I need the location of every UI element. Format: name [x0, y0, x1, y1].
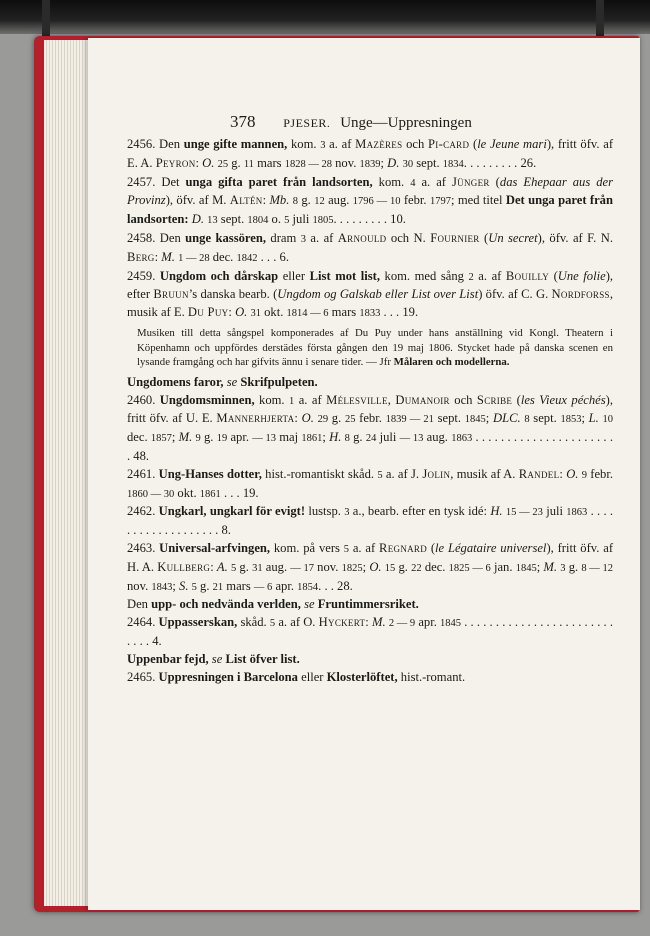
entry-italic: Mb. [269, 193, 290, 208]
entry-text: ( [489, 174, 500, 189]
entry-text: ; med titel [450, 193, 506, 208]
entry-person: Scribe [476, 392, 513, 407]
entry-figure: 8 — 12 [581, 562, 613, 574]
entry-figure: 1 [289, 395, 295, 407]
entry-figure: 1834 [442, 158, 464, 170]
catalogue-entry [127, 230, 613, 268]
entry-person: Mannerhjerta [216, 411, 295, 426]
entry-figure: 4 [410, 177, 416, 189]
entry-text: aug. [324, 193, 353, 208]
entry-number: 2463. [127, 540, 160, 555]
entry-text: . . . . . . . . . . . . . . . . . . . 8. [127, 504, 614, 538]
entry-italic: H. [329, 430, 342, 445]
entry-text: dec. [127, 430, 151, 445]
entry-list [127, 136, 613, 686]
entry-figure: 1804 [247, 215, 269, 227]
entry-text: : [195, 155, 203, 170]
entry-italic: se [211, 651, 223, 666]
entry-figure: 8 [344, 433, 350, 445]
entry-figure: 1 — 28 [178, 252, 210, 264]
entry-person: Mazères [355, 137, 403, 151]
entry-figure: — 17 [290, 562, 314, 574]
entry-figure: 5 [284, 215, 290, 227]
entry-title: Ungdomsminnen, [159, 392, 255, 407]
entry-person: Hyckert [318, 615, 366, 630]
entry-italic: O. [566, 466, 579, 481]
entry-text: Det [161, 174, 186, 189]
entry-text: apr. [272, 578, 298, 593]
entry-person: Kullberg [157, 559, 211, 574]
entry-figure: 1863 [451, 433, 473, 445]
entry-italic: le Légataire universel [435, 540, 547, 555]
entry-number: 2458. [127, 230, 160, 245]
entry-number: 2461. [127, 466, 159, 481]
entry-text: a. af [349, 540, 380, 555]
entry-title: Ungkarl, ungkarl för evigt! [158, 504, 306, 519]
entry-number: 2459. [127, 268, 160, 283]
entry-person: Pi-card [427, 137, 470, 151]
entry-figure: 3 [344, 507, 350, 519]
entry-text: . . . 19. [380, 305, 419, 320]
entry-text: . . . . . . . . . 10. [333, 212, 406, 227]
entry-text: ; [322, 430, 330, 445]
entry-figure: 1825 [341, 562, 363, 574]
catalogue-entry [127, 174, 613, 230]
entry-text: ; [581, 411, 589, 426]
entry-text: kom. [372, 174, 411, 189]
entry-text: : [228, 305, 236, 320]
entry-text: jan. [490, 559, 516, 574]
entry-title: Det unga paret från landsorten: [127, 193, 613, 227]
entry-text: : [294, 411, 302, 426]
entry-text: apr. [227, 430, 253, 445]
catalogue-entry [127, 503, 613, 540]
entry-figure: — 6 [253, 581, 273, 593]
entry-figure: 1825 — 6 [448, 562, 491, 574]
entry-text: kom. [287, 137, 321, 151]
entry-text: ; [362, 559, 370, 574]
entry-figure: 1828 — 28 [284, 158, 332, 170]
entry-figure: 31 [252, 562, 263, 574]
entry-text: g. [228, 155, 244, 170]
entry-figure: 31 [250, 308, 261, 320]
entry-text: . . . 19. [220, 485, 259, 500]
entry-text: skåd. [237, 615, 270, 630]
entry-text: hist.-romant. [397, 669, 466, 684]
entry-text: a. af [415, 174, 452, 189]
entry-italic: Un secret [488, 230, 538, 245]
entry-text: juli [289, 212, 313, 227]
entry-figure: 1861 [199, 488, 221, 500]
entry-figure: 11 [243, 158, 254, 170]
entry-text: sept. [217, 212, 248, 227]
entry-figure: 22 [411, 562, 422, 574]
entry-text: ), efter [127, 268, 614, 302]
entry-text: a. af J. [382, 466, 423, 481]
running-title: Unge—Uppresningen [340, 115, 472, 131]
entry-text: ; [172, 578, 180, 593]
entry-text: . . . . . . . . . . . . . . . . . . . . . . . 48. [127, 430, 613, 463]
entry-figure: 29 [317, 414, 329, 426]
entry-text: Den [127, 597, 152, 612]
entry-italic: le Jeune mari [477, 137, 547, 151]
entry-text: ( [427, 540, 436, 555]
entry-figure: 9 [581, 469, 587, 481]
entry-text: , musik af E. [127, 287, 613, 320]
entry-figure: 13 [207, 215, 218, 227]
entry-text: a. af [294, 392, 327, 407]
entry-text: g. [200, 430, 217, 445]
entry-text: och N. [386, 230, 431, 245]
entry-figure: 1853 [560, 414, 582, 426]
entry-italic: Une folie [557, 268, 606, 283]
entry-text: ( [479, 230, 489, 245]
entry-person: Regnard [379, 540, 428, 555]
entry-title: Ungdomens faror, [127, 374, 224, 389]
entry-text: sept. [529, 411, 561, 426]
entry-text: g. [349, 430, 366, 445]
entry-text: : [262, 193, 270, 208]
catalogue-entry [127, 466, 613, 504]
entry-text: febr. [355, 411, 386, 426]
entry-title: List mot list, [309, 268, 380, 283]
entry-italic: O. [369, 559, 382, 574]
entry-figure: 5 [377, 469, 383, 481]
entry-title: Universal-arfvingen, [159, 540, 271, 555]
entry-figure: 5 [230, 562, 237, 574]
entry-number: 2457. [127, 174, 162, 189]
entry-text: : [154, 249, 162, 264]
entry-text: dec. [421, 559, 449, 574]
entry-text: . . . 28. [318, 578, 353, 593]
entry-figure: 1842 [236, 252, 258, 264]
entry-text: eller [297, 669, 327, 684]
entry-figure: — 13 [252, 433, 276, 445]
entry-figure: 5 [343, 543, 350, 555]
page-number: 378 [230, 112, 256, 131]
entry-text: nov. [127, 578, 152, 593]
entry-text: apr. [415, 615, 441, 630]
entry-number: 2462. [127, 504, 159, 519]
entry-text: kom. [254, 392, 290, 407]
entry-figure: 3 [300, 233, 306, 245]
entry-number: 2460. [127, 392, 160, 407]
entry-figure: 30 [402, 158, 414, 170]
entry-figure: 1805 [312, 215, 334, 227]
entry-text: a. af [325, 137, 356, 151]
entry-figure: 5 [191, 581, 197, 593]
entry-text: febr. [400, 193, 430, 208]
entry-figure: 1845 [440, 618, 462, 630]
entry-italic: D. [387, 155, 400, 170]
entry-italic: M. [543, 559, 558, 574]
entry-text: och [449, 392, 477, 407]
entry-text: g. [328, 411, 345, 426]
entry-text: g. [565, 559, 582, 574]
entry-person: Nordforss [551, 287, 610, 302]
entry-person: Altén [229, 193, 263, 208]
entry-figure: 1814 — 6 [286, 308, 329, 320]
entry-italic: L. [588, 411, 599, 426]
entry-text: : [559, 466, 567, 481]
catalogue-entry [127, 614, 613, 651]
entry-text: eller [278, 268, 310, 283]
entry-text: ( [549, 268, 558, 283]
entry-figure: 25 [217, 158, 229, 170]
catalogue-entry [127, 596, 613, 614]
catalogue-entry [127, 651, 613, 669]
entry-text: juli [376, 430, 400, 445]
entry-italic: M. [178, 430, 193, 445]
entry-number: 2464. [127, 615, 159, 630]
entry-figure: 1861 [301, 433, 323, 445]
catalogue-entry [127, 136, 613, 174]
entry-text: dec. [209, 249, 237, 264]
entry-figure: 2 [468, 271, 474, 283]
entry-text: o. [268, 212, 285, 227]
entry-title: Uppenbar fejd, [127, 651, 209, 666]
entry-italic: H. [490, 504, 503, 519]
entry-figure: 5 [269, 618, 276, 630]
entry-note [137, 326, 613, 370]
section-label: PJESER. [283, 116, 331, 130]
entry-figure: 1857 [150, 433, 172, 445]
entry-text: okt. [260, 305, 287, 320]
entry-italic: les Vieux péchés [520, 392, 606, 407]
entry-title: List öfver list. [225, 651, 300, 666]
entry-figure: 9 [195, 433, 201, 445]
entry-text: . . . . . . . . . . . . . . . . . . . . . . . . . . . . 4. [127, 615, 614, 648]
entry-figure: 15 [384, 562, 396, 574]
entry-person: Randel [518, 466, 560, 481]
entry-figure: 1839 [359, 158, 381, 170]
entry-figure: 1845 [464, 414, 486, 426]
entry-italic: DLC. [492, 411, 521, 426]
entry-number: 2456. [127, 137, 160, 151]
entry-person: Bouilly [505, 268, 550, 283]
entry-text: ; [536, 559, 544, 574]
entry-figure: — 13 [399, 433, 424, 445]
entry-text: nov. [331, 155, 360, 170]
entry-figure: 15 — 23 [505, 507, 543, 519]
running-header [230, 108, 613, 136]
entry-italic: O. [235, 305, 248, 320]
entry-person: Arnould [337, 230, 387, 245]
entry-text: . . . 6. [257, 249, 289, 264]
entry-person: Berg [127, 249, 155, 264]
entry-text: ), fritt öfv. af E. A. [127, 137, 614, 170]
entry-italic: se [226, 374, 238, 389]
entry-figure: 8 [524, 414, 530, 426]
entry-figure: 1863 [566, 507, 588, 519]
entry-figure: 1797 [429, 196, 451, 208]
catalogue-entry [127, 268, 613, 323]
catalogue-entry [127, 374, 613, 392]
entry-italic: D. [191, 212, 204, 227]
entry-text: . . . . . . . . . 26. [463, 155, 537, 170]
entry-person: Dumanoir [395, 392, 450, 407]
entry-text: : [365, 615, 372, 630]
entry-text: sept. [433, 411, 465, 426]
entry-text: ), öfv. af M. [165, 193, 230, 208]
entry-text: , musik af A. [450, 466, 519, 481]
entry-title: Skrifpulpeten. [240, 374, 318, 389]
entry-figure: 24 [365, 433, 377, 445]
entry-text: Den [159, 137, 184, 151]
entry-person: Jolin [422, 466, 451, 481]
entry-person: Du Puy [187, 305, 229, 320]
entry-text: g. [298, 193, 315, 208]
entry-figure: 10 [602, 414, 613, 426]
entry-italic: S. [179, 578, 189, 593]
entry-figure: 21 [212, 581, 224, 593]
entry-figure: 1845 [515, 562, 537, 574]
entry-text: : [210, 559, 217, 574]
entry-text: juli [542, 504, 567, 519]
entry-italic: O. [202, 155, 215, 170]
entry-note-xref: Målaren och modellerna. [393, 356, 510, 369]
entry-figure: 1796 — 10 [352, 196, 401, 208]
entry-text: hist.-romantiskt skåd. [261, 466, 378, 481]
entry-text: aug. [262, 559, 291, 574]
entry-text: a., bearb. efter en tysk idé: [349, 504, 491, 519]
entry-text: ) öfv. af C. G. [478, 287, 552, 302]
entry-title: Ung-Hanses dotter, [158, 466, 262, 481]
entry-person: Peyron [155, 155, 196, 170]
entry-text: och [402, 137, 428, 151]
entry-title: upp- och nedvända verlden, [151, 597, 301, 612]
entry-text: sept. [413, 155, 443, 170]
entry-text: Den [159, 230, 186, 245]
scanner-top-edge [0, 0, 650, 34]
entry-figure: 1833 [359, 308, 381, 320]
entry-text: mars [328, 305, 360, 320]
entry-text: aug. [423, 430, 452, 445]
entry-text: ), fritt öfv. af U. E. [127, 392, 614, 426]
catalogue-entry [127, 669, 613, 687]
entry-title: Klosterlöftet, [326, 669, 398, 684]
entry-text: okt. [174, 485, 200, 500]
entry-italic: M. [161, 249, 175, 264]
entry-figure: 19 [216, 433, 228, 445]
entry-italic: Ungdom og Galskab eller List over List [277, 287, 479, 302]
entry-text: g. [196, 578, 213, 593]
entry-italic: O. [301, 411, 314, 426]
entry-text: ; [380, 155, 388, 170]
entry-text: ( [469, 137, 478, 151]
entry-figure: 1860 — 30 [127, 488, 175, 500]
entry-text: ’s danska bearb. ( [188, 287, 278, 302]
entry-text: lustsp. [305, 504, 345, 519]
entry-figure: 3 [320, 140, 326, 151]
entry-text: ( [512, 392, 521, 407]
entry-title: Uppasserskan, [158, 615, 238, 630]
entry-text: ; [485, 411, 493, 426]
entry-italic: das Ehepaar aus der Provinz [127, 174, 614, 208]
entry-figure: 8 [292, 196, 298, 208]
entry-italic: se [304, 597, 315, 612]
entry-figure: 1854 [297, 581, 319, 593]
entry-text: mars [223, 578, 254, 593]
entry-figure: 12 [314, 196, 325, 208]
entry-text: a. af [473, 268, 506, 283]
entry-text: ; [171, 430, 179, 445]
entry-figure: 25 [344, 414, 356, 426]
entry-figure: 1843 [151, 581, 173, 593]
entry-note-text: Musiken till detta sångspel komponerades af Du Puy under hans anställning vid Kongl. Theatern i Köpenhamn och uppfördes derstädes första gången den 19 maj 1806. Stycket hade på danska scenen en lysande framgång och har gifvits ännu i senare tider. — Jfr [137, 326, 613, 369]
catalogue-entry [127, 392, 613, 466]
entry-text: dram [266, 230, 301, 245]
entry-figure: 2 — 9 [388, 618, 416, 630]
entry-number: 2465. [127, 669, 159, 684]
entry-text: kom. med sång [379, 268, 469, 283]
entry-person: Jünger [451, 174, 490, 189]
entry-person: Mélesville [326, 392, 388, 407]
entry-title: unge kassören, [185, 230, 266, 245]
entry-text: maj [276, 430, 302, 445]
entry-text: a. af O. [275, 615, 319, 630]
entry-italic: M. [371, 615, 386, 630]
entry-text: a. af [305, 230, 338, 245]
entry-title: unga gifta paret från landsorten, [185, 174, 373, 189]
catalogue-entry [127, 540, 613, 596]
entry-person: Fournier [430, 230, 480, 245]
entry-title: unge gifte mannen, [183, 137, 288, 151]
page-content [127, 108, 613, 686]
entry-text: ), fritt öfv. af H. A. [127, 540, 614, 574]
entry-text: g. [236, 559, 253, 574]
entry-italic: A. [216, 559, 228, 574]
entry-figure: 3 [560, 562, 566, 574]
entry-title: Ungdom och dårskap [159, 268, 279, 283]
entry-text: mars [253, 155, 285, 170]
entry-title: Fruntimmersriket. [317, 597, 419, 612]
entry-text: ), öfv. af F. N. [537, 230, 613, 245]
entry-text: febr. [586, 466, 613, 481]
entry-text: kom. på vers [270, 540, 344, 555]
entry-figure: 1839 — 21 [385, 414, 434, 426]
entry-text: g. [395, 559, 412, 574]
entry-text: , [387, 392, 396, 407]
entry-title: Uppresningen i Barcelona [158, 669, 298, 684]
entry-person: Bruun [153, 287, 189, 302]
entry-text: nov. [313, 559, 342, 574]
